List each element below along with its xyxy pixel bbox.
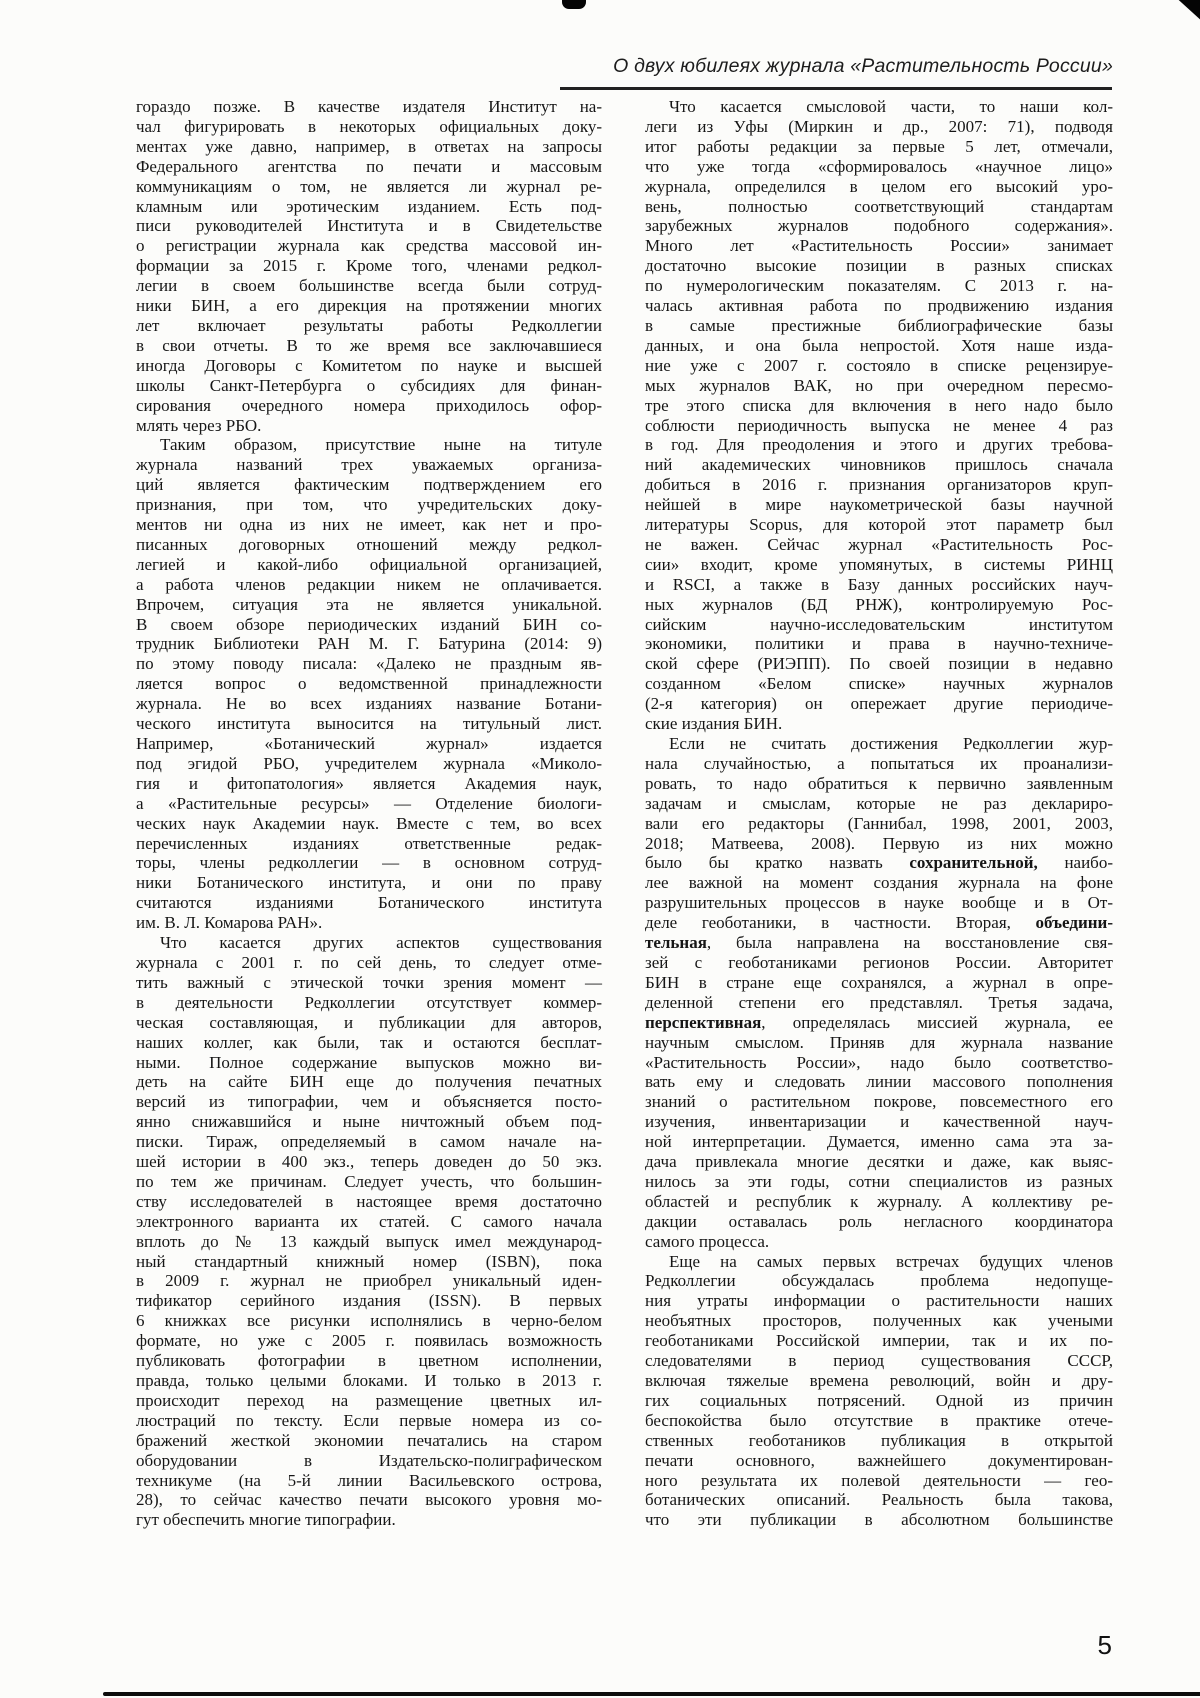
text-line: школы Санкт-Петербурга о субсидиях для финан- (136, 375, 602, 395)
text-line: легии в своем большинстве всегда были сотруд- (136, 276, 602, 296)
text-line: Что касается других аспектов существования (160, 933, 602, 953)
text-line: по тем же причинам. Следует учесть, что большин- (136, 1171, 602, 1191)
text-line: геоботаниками Российской империи, так и их по- (645, 1331, 1113, 1351)
text-line: что эти публикации в абсолютном большинстве (645, 1510, 1113, 1530)
text-line: научным смыслом. Приняв для журнала название (645, 1032, 1113, 1052)
text-line: вень, полностью соответствующий стандартам (645, 196, 1113, 216)
text-line: считаются изданиями Ботанического института (136, 893, 602, 913)
text-line: ской сфере (РИЭПП). По своей позиции в недавно (645, 654, 1113, 674)
text-line: оборудовании в Издательско-полиграфическом (136, 1450, 602, 1470)
text-line: млять через РБО. (136, 415, 262, 435)
text-line: Федерального агентства по печати и массовым (136, 156, 602, 176)
text-line: по нумерологическим показателям. С 2013 г. на- (645, 276, 1113, 296)
text-line: о регистрации журнала как средства массовой ин- (136, 236, 602, 256)
text-line: знаний о растительном покрове, повсеместного его (645, 1092, 1113, 1112)
text-line: 2018; Матвеева, 2008). Первую из них можно (645, 833, 1113, 853)
text-line: ляется вопрос о ведомственной принадлежности (136, 674, 602, 694)
text-line: сии» входит, кроме упомянутых, в системы РИНЦ (645, 554, 1113, 574)
text-line: самого процесса. (645, 1231, 770, 1251)
text-line: ния утраты информации о растительности наших (645, 1291, 1113, 1311)
scan-artifact-top-right-corner (1174, 0, 1200, 22)
text-line: сирования очередного номера приходилось офор- (136, 395, 602, 415)
text-line: ментах уже давно, например, в ответах на запросы (136, 136, 602, 156)
text-line: достаточно высокие позиции в разных списках (645, 256, 1113, 276)
text-line: гораздо позже. В качестве издателя Институт на- (136, 97, 602, 116)
scan-artifact-bottom-edge (103, 1692, 1200, 1696)
text-line: кламным или эротическим изданием. Есть под- (136, 196, 602, 216)
text-line: журнала. Не во всех изданиях название Ботани- (136, 694, 602, 714)
text-line: в 2009 г. журнал не приобрел уникальный иден- (136, 1271, 602, 1291)
text-line: в самые престижные библиографические базы (645, 315, 1113, 335)
page-number: 5 (1097, 1630, 1112, 1660)
text-line: журнала, определился в целом его высокий уро- (645, 176, 1113, 196)
text-line: гих социальных потрясений. Одной из причин (645, 1390, 1113, 1410)
text-line: ботанических описаний. Реальность была такова, (645, 1490, 1113, 1510)
text-line: вали его редакторы (Ганнибал, 1998, 2001, 2003, (645, 813, 1113, 833)
text-line: ники БИН, а его дирекция на протяжении многих (136, 296, 602, 316)
text-line: ный стандартный книжный номер (ISBN), пока (136, 1251, 602, 1271)
right-column (645, 97, 1113, 1530)
text-line: правда, только целыми блоками. И только в 2013 г. (136, 1371, 602, 1390)
text-line: итог работы редакции за первые 5 лет, отмечали, (645, 136, 1113, 156)
text-line: В своем обзоре периодических изданий БИН со- (136, 614, 602, 634)
text-line: 6 книжках все рисунки исполнялись в черно-белом (136, 1311, 602, 1331)
text-line: «Растительность России», надо было соответство- (645, 1052, 1113, 1072)
text-line: шей истории в 400 экз., теперь доведен до 50 экз. (136, 1152, 602, 1172)
text-line: тить важный с этической точки зрения момент — (136, 972, 602, 992)
left-column (136, 97, 602, 1530)
text-line: электронного варианта их статей. С самого начала (136, 1211, 602, 1231)
text-line: ных журналов (БД РНЖ), контролируемую Рос- (645, 594, 1113, 614)
text-line: соблюсти периодичность выпуска не менее 4 раз (645, 415, 1113, 435)
text-line: Если не считать достижения Редколлегии жур- (669, 734, 1113, 753)
text-line: коммуникациям о том, не является ли журнал ре- (136, 176, 602, 196)
text-line: и RSCI, а также в Базу данных российских науч- (645, 574, 1113, 594)
text-line: техникуме (на 5-й линии Васильевского острова, (136, 1470, 602, 1490)
text-line: ские издания БИН. (645, 714, 783, 734)
text-line: писи руководителей Института и в Свидетельстве (136, 216, 602, 236)
text-line: лее важной на момент создания журнала на фоне (645, 873, 1113, 893)
text-line: Много лет «Растительность России» занимает (645, 236, 1113, 256)
text-line: необъятных просторов, полученных как учеными (645, 1311, 1113, 1331)
text-line: гия и фитопатология» является Академия наук, (136, 773, 602, 793)
text-line: деленной степени его представлял. Третья задача, (645, 992, 1113, 1012)
text-line: ний академических чиновников пришлось сначала (645, 455, 1113, 475)
text-line: разрушительных процессов в науке вообще и в От- (645, 893, 1113, 913)
text-line: 28), то сейчас качество печати высокого уровня мо- (136, 1490, 602, 1510)
text-line: легией и какой-либо официальной организацией, (136, 554, 602, 574)
text-line: сийским научно-исследовательским институтом (645, 614, 1113, 634)
text-line: нейшей в мире наукометрической базы научной (645, 495, 1113, 515)
text-line: ций является фактическим подтверждением его (136, 475, 602, 495)
text-line: ментов ни одна из них не имеет, как нет и про- (136, 515, 602, 535)
text-line: журнала с 2001 г. по сей день, то следует отме- (136, 952, 602, 972)
scan-artifact-top-center (562, 0, 586, 9)
text-line: ровать, то надо обратиться к первично заявленным (645, 773, 1113, 793)
text-line: ного результата их полевой деятельности — гео- (645, 1470, 1113, 1490)
text-line: нилось за эти годы, сотни специалистов из разных (645, 1171, 1113, 1191)
text-line: Таким образом, присутствие ныне на титуле (160, 435, 602, 455)
text-line: под эгидой РБО, учредителем журнала «Миколо- (136, 753, 602, 773)
text-line: ной интерпретации. Думается, именно сама эта за- (645, 1132, 1113, 1152)
text-line: Впрочем, ситуация эта не является уникальной. (136, 594, 602, 614)
text-line: тификатор серийного издания (ISSN). В первых (136, 1291, 602, 1311)
text-line: зей с геоботаниками регионов России. Авторитет (645, 952, 1113, 972)
text-line: журнала названий трех уважаемых организа- (136, 455, 602, 475)
text-line: следователями в период существования СССР, (645, 1351, 1113, 1371)
text-line: писанных договорных отношений между редкол- (136, 534, 602, 554)
text-line: в год. Для преодоления и этого и других требова- (645, 435, 1113, 455)
text-line: Редколлегии обсуждалась проблема недопуще- (645, 1271, 1113, 1291)
text-line: ческая составляющая, и публикации для авторов, (136, 1012, 602, 1032)
text-line: печати основного, важнейшего документирован- (645, 1450, 1113, 1470)
text-line: трудник Библиотеки РАН М. Г. Батурина (2014: 9) (136, 634, 602, 654)
text-line: БИН в стране еще сохранялся, а журнал в опре- (645, 972, 1113, 992)
text-line: писки. Тираж, определяемый в самом начале на- (136, 1132, 602, 1152)
text-line: ние уже с 2007 г. состояло в списке рецензируе- (645, 355, 1113, 375)
text-line: дакции оставалась роль негласного координатора (645, 1211, 1113, 1231)
text-line: Еще на самых первых встречах будущих членов (669, 1251, 1113, 1271)
text-line: областей и республик к журналу. А коллективу ре- (645, 1191, 1113, 1211)
text-line: признания, при том, что учредительских доку- (136, 495, 602, 515)
text-line: чал фигурировать в некоторых официальных доку- (136, 116, 602, 136)
text-line: деть на сайте БИН еще до получения печатных (136, 1072, 602, 1092)
text-line: гут обеспечить многие типографии. (136, 1510, 396, 1530)
text-line: наших коллег, как были, так и остаются бесплат- (136, 1032, 602, 1052)
text-line: бражений жесткой экономии печатались на старом (136, 1430, 602, 1450)
text-line: тельная, была направлена на восстановление свя- (645, 933, 1113, 953)
text-line: не важен. Сейчас журнал «Растительность Рос- (645, 534, 1113, 554)
text-line: мых журналов ВАК, но при очередном пересмо- (645, 375, 1113, 395)
running-title: О двух юбилеях журнала «Растительность России» (613, 55, 1113, 77)
text-line: было бы кратко назвать сохранительной, наибо- (645, 853, 1113, 873)
text-line: добиться в 2016 г. признания организаторов круп- (645, 475, 1113, 495)
text-line: иногда Договоры с Комитетом по науке и высшей (136, 355, 602, 375)
text-line: им. В. Л. Комарова РАН». (136, 913, 323, 933)
text-line: формате, но уже с 2005 г. появилась возможность (136, 1331, 602, 1351)
text-line: в свои отчеты. В то же время все заключавшиеся (136, 335, 602, 355)
text-line: нала случайностью, а попытаться их проанализи- (645, 753, 1113, 773)
text-line: литературы Scopus, для которой этот параметр был (645, 515, 1113, 535)
text-line: перечисленных изданиях ответственные редак- (136, 833, 602, 853)
text-line: Например, «Ботанический журнал» издается (136, 734, 602, 753)
text-line: зарубежных журналов подобного содержания». (645, 216, 1113, 236)
text-line: люстраций по тексту. Если первые номера из со- (136, 1410, 602, 1430)
text-line: чалась активная работа по продвижению издания (645, 296, 1113, 316)
text-line: происходит переход на размещение цветных ил- (136, 1390, 602, 1410)
text-line: а «Растительные ресурсы» — Отделение биологи- (136, 793, 602, 813)
text-line: вать ему и следовать линии массового пополнения (645, 1072, 1113, 1092)
text-line: по этому поводу писала: «Далеко не праздным яв- (136, 654, 602, 674)
text-line: формации за 2015 г. Кроме того, членами редкол- (136, 256, 602, 276)
text-line: тре этого списка для включения в него надо было (645, 395, 1113, 415)
text-line: ческих наук Академии наук. Вместе с тем, во всех (136, 813, 602, 833)
text-line: что уже тогда «сформировалось «научное лицо» (645, 156, 1113, 176)
header-rule (560, 87, 1112, 90)
text-line: лет включает результаты работы Редколлегии (136, 315, 602, 335)
text-line: а работа членов редакции никем не оплачивается. (136, 574, 602, 594)
text-line: ники Ботанического института, и они по праву (136, 873, 602, 893)
text-line: торы, члены редколлегии — в основном сотруд- (136, 853, 602, 873)
text-line: Что касается смысловой части, то наши кол- (669, 97, 1113, 116)
text-line: экономики, политики и права в научно-техниче- (645, 634, 1113, 654)
text-line: янно снижавшийся и ныне ничтожный объем под- (136, 1112, 602, 1132)
text-line: ственных геоботаников публикация в открытой (645, 1430, 1113, 1450)
text-line: вплоть до № 13 каждый выпуск имел международ- (136, 1231, 602, 1251)
text-line: ными. Полное содержание выпусков можно ви- (136, 1052, 602, 1072)
text-line: в деятельности Редколлегии отсутствует коммер- (136, 992, 602, 1012)
text-line: перспективная, определялась миссией журнала, ее (645, 1012, 1113, 1032)
text-line: ческого института выносится на титульный лист. (136, 714, 602, 734)
text-line: ству исследователей в настоящее время достаточно (136, 1191, 602, 1211)
text-line: (2-я категория) он опережает другие периодиче- (645, 694, 1113, 714)
text-line: деле геоботаники, в частности. Вторая, объедини- (645, 913, 1113, 933)
text-line: версий из типографии, чем и объясняется посто- (136, 1092, 602, 1112)
text-line: беспокойства было отсутствие в практике отече- (645, 1410, 1113, 1430)
text-line: данных, и она была непростой. Хотя наше изда- (645, 335, 1113, 355)
text-line: созданном «Белом списке» научных журналов (645, 674, 1113, 694)
text-line: включая тяжелые времена революций, войн и дру- (645, 1371, 1113, 1390)
text-line: задачам и смыслам, которые не раз деклариро- (645, 793, 1113, 813)
text-line: изучения, инвентаризации и качественной науч- (645, 1112, 1113, 1132)
text-line: публиковать фотографии в цветном исполнении, (136, 1351, 602, 1371)
text-line: леги из Уфы (Миркин и др., 2007: 71), подводя (645, 116, 1113, 136)
text-line: дача привлекала многие десятки и даже, как выяс- (645, 1152, 1113, 1172)
